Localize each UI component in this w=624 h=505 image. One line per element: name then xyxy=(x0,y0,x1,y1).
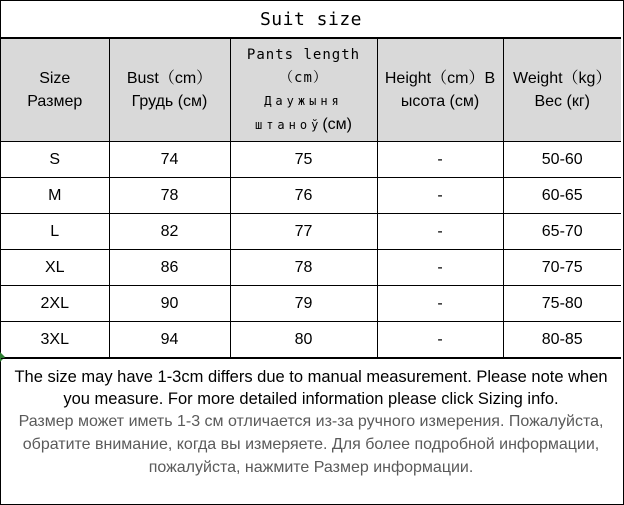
cell-weight: 70-75 xyxy=(503,250,621,286)
cell-pants: 75 xyxy=(230,142,377,178)
chart-title: Suit size xyxy=(1,1,621,38)
cell-weight: 75-80 xyxy=(503,286,621,322)
table-row xyxy=(1,142,621,178)
cell-height: - xyxy=(377,250,503,286)
measurement-note xyxy=(1,358,621,504)
cell-size: 2XL xyxy=(1,286,109,322)
header-height-en: Height（cm）В xyxy=(384,70,496,87)
header-height xyxy=(377,39,503,142)
cell-pants: 76 xyxy=(230,178,377,214)
cell-size: XL xyxy=(1,250,109,286)
cell-size: M xyxy=(1,178,109,214)
header-bust xyxy=(109,39,230,142)
cell-weight: 60-65 xyxy=(503,178,621,214)
cell-bust: 90 xyxy=(109,286,230,322)
note-english: The size may have 1-3cm differs due to manual measurement. Please note when you measure. For more detailed information please click Sizing info. xyxy=(14,368,608,408)
header-bust-ru: Грудь (см) xyxy=(131,93,208,110)
header-size-ru: Размер xyxy=(27,93,83,110)
cell-pants: 77 xyxy=(230,214,377,250)
header-weight xyxy=(503,39,621,142)
cell-weight: 50-60 xyxy=(503,142,621,178)
header-pants-length xyxy=(230,39,377,142)
cell-bust: 82 xyxy=(109,214,230,250)
cell-bust: 94 xyxy=(109,322,230,358)
header-height-ru: ысота (см) xyxy=(400,93,480,110)
cell-weight: 80-85 xyxy=(503,322,621,358)
cell-size: S xyxy=(1,142,109,178)
cell-height: - xyxy=(377,286,503,322)
cell-height: - xyxy=(377,142,503,178)
cell-pants: 80 xyxy=(230,322,377,358)
header-size xyxy=(1,39,109,142)
header-pants-ru-1: Даужыня xyxy=(264,93,343,108)
cell-bust: 86 xyxy=(109,250,230,286)
cell-weight: 65-70 xyxy=(503,214,621,250)
table-row xyxy=(1,178,621,214)
table-row xyxy=(1,214,621,250)
cell-bust: 74 xyxy=(109,142,230,178)
header-weight-en: Weight（kg） xyxy=(513,70,612,87)
cell-height: - xyxy=(377,322,503,358)
header-pants-ru-unit: (см) xyxy=(322,115,352,133)
table-row xyxy=(1,286,621,322)
header-weight-ru: Вес (кг) xyxy=(534,93,590,110)
header-bust-en: Bust（cm） xyxy=(126,70,213,87)
cell-height: - xyxy=(377,214,503,250)
header-pants-unit: （cm） xyxy=(279,69,328,86)
size-table xyxy=(1,38,621,358)
cell-size: 3XL xyxy=(1,322,109,358)
note-russian: Размер может иметь 1-3 см отличается из-за ручного измерения. Пожалуйста, обратите внимание, когда вы измеряете. Для более подробной информации, пожалуйста, нажмите Размер информации. xyxy=(18,413,604,476)
header-pants-en: Pants length xyxy=(246,46,361,63)
cell-height: - xyxy=(377,178,503,214)
table-row xyxy=(1,250,621,286)
cell-pants: 79 xyxy=(230,286,377,322)
cell-size: L xyxy=(1,214,109,250)
header-size-en: Size xyxy=(39,70,71,87)
table-header-row xyxy=(1,39,621,142)
header-pants-ru-2: штаноў xyxy=(254,117,323,132)
cell-pants: 78 xyxy=(230,250,377,286)
table-row xyxy=(1,322,621,358)
cell-bust: 78 xyxy=(109,178,230,214)
